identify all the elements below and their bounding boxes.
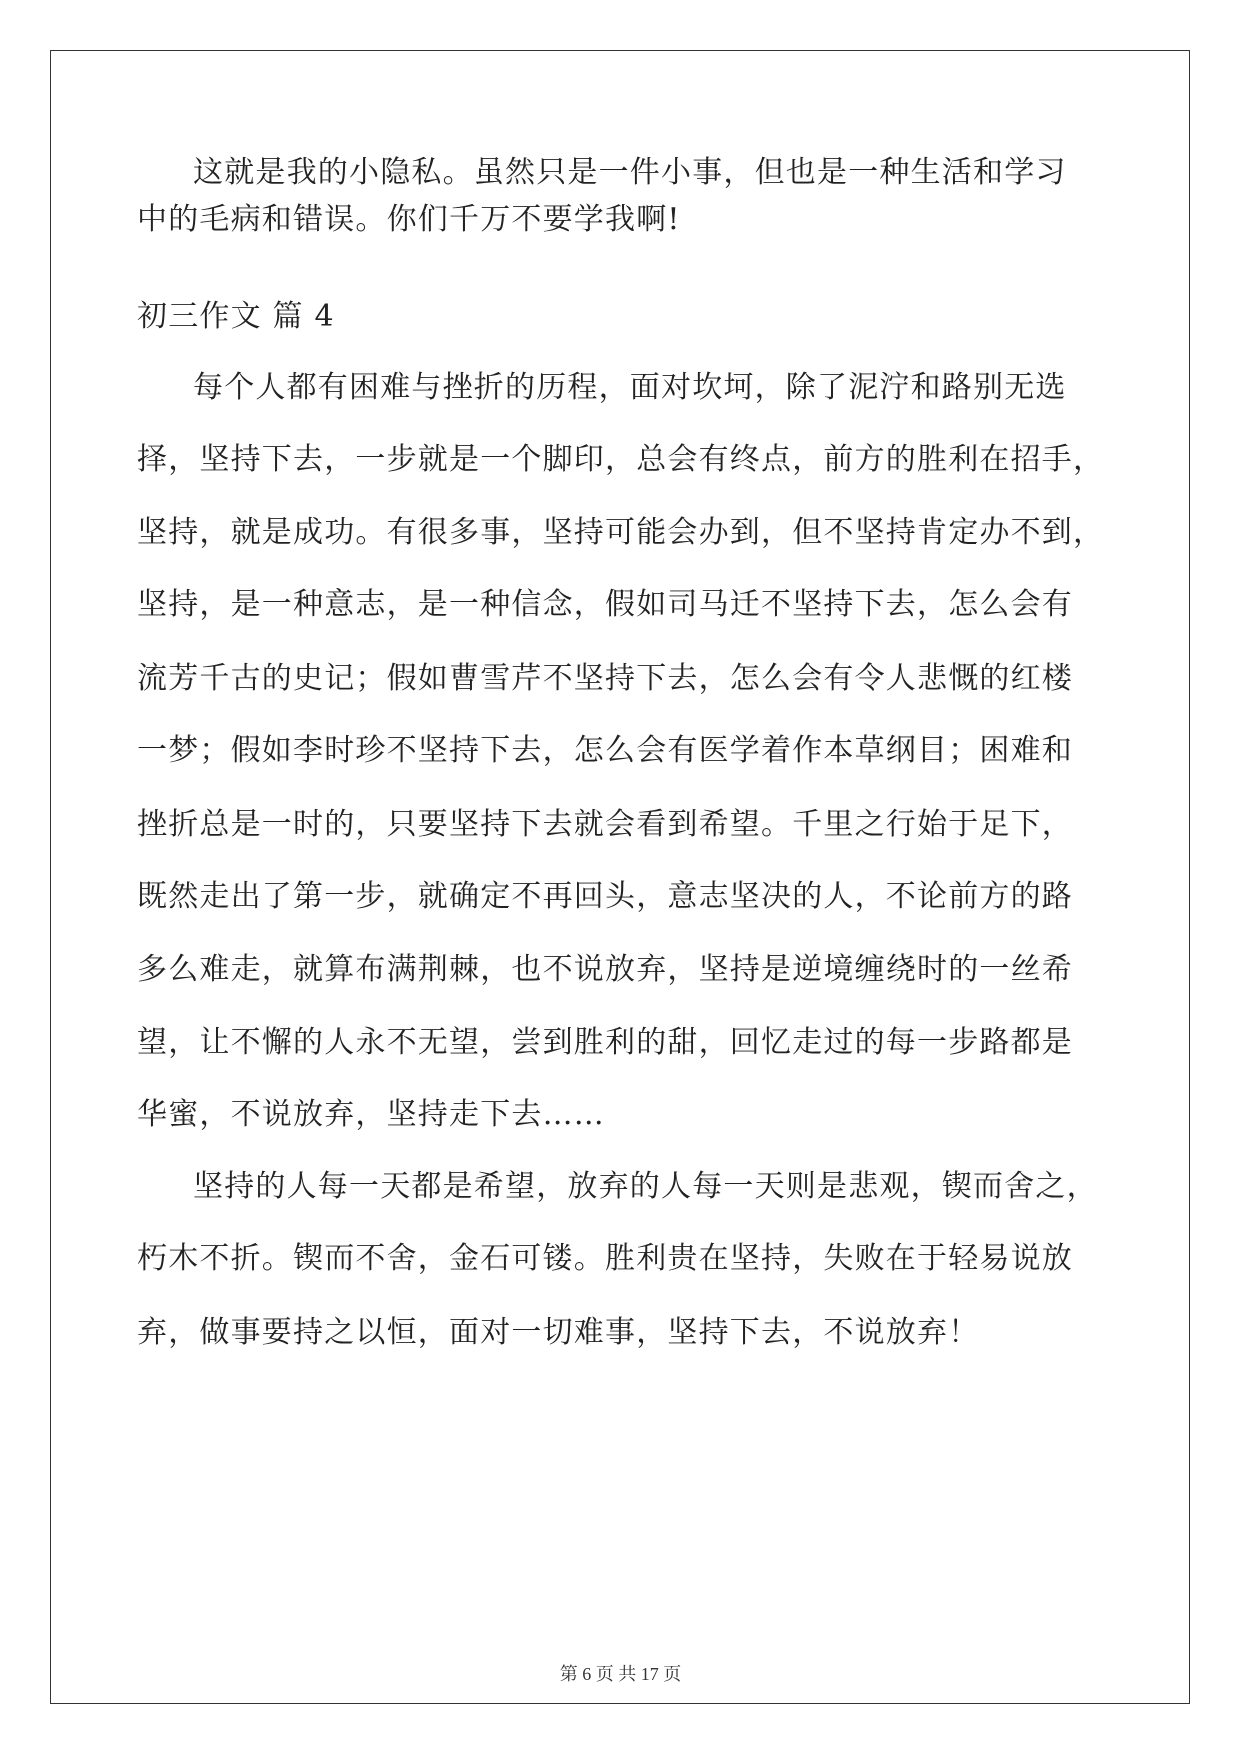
page-footer: 第 6 页 共 17 页 <box>559 1664 682 1684</box>
paragraph-line: 既然走出了第一步，就确定不再回头，意志坚决的人，不论前方的路 <box>137 879 1073 914</box>
paragraph-line: 坚持，就是成功。有很多事，坚持可能会办到，但不坚持肯定办不到， <box>137 515 1105 550</box>
section-heading: 初三作文 篇 4 <box>137 299 335 334</box>
paragraph-line: 挫折总是一时的，只要坚持下去就会看到希望。千里之行始于足下， <box>137 807 1073 842</box>
paragraph-line: 华蜜，不说放弃，坚持走下去…… <box>137 1097 605 1132</box>
paragraph-line: 弃，做事要持之以恒，面对一切难事，坚持下去，不说放弃！ <box>137 1315 980 1350</box>
paragraph-line: 多么难走，就算布满荆棘，也不说放弃，坚持是逆境缠绕时的一丝希 <box>137 952 1073 987</box>
paragraph-line: 朽木不折。锲而不舍，金石可镂。胜利贵在坚持，失败在于轻易说放 <box>137 1241 1073 1276</box>
paragraph-line: 流芳千古的史记；假如曹雪芹不坚持下去，怎么会有令人悲慨的红楼 <box>137 661 1073 696</box>
paragraph-line: 望，让不懈的人永不无望，尝到胜利的甜，回忆走过的每一步路都是 <box>137 1025 1073 1060</box>
paragraph-line: 每个人都有困难与挫折的历程，面对坎坷，除了泥泞和路别无选 <box>193 370 1067 405</box>
paragraph-line: 一梦；假如李时珍不坚持下去，怎么会有医学着作本草纲目；困难和 <box>137 733 1073 768</box>
paragraph-line: 择，坚持下去，一步就是一个脚印，总会有终点，前方的胜利在招手， <box>137 442 1105 477</box>
paragraph-line: 这就是我的小隐私。虽然只是一件小事，但也是一种生活和学习 <box>193 155 1067 190</box>
paragraph-line: 坚持，是一种意志，是一种信念，假如司马迁不坚持下去，怎么会有 <box>137 587 1073 622</box>
paragraph-line: 坚持的人每一天都是希望，放弃的人每一天则是悲观，锲而舍之， <box>193 1169 1098 1204</box>
paragraph-line: 中的毛病和错误。你们千万不要学我啊! <box>137 202 681 237</box>
